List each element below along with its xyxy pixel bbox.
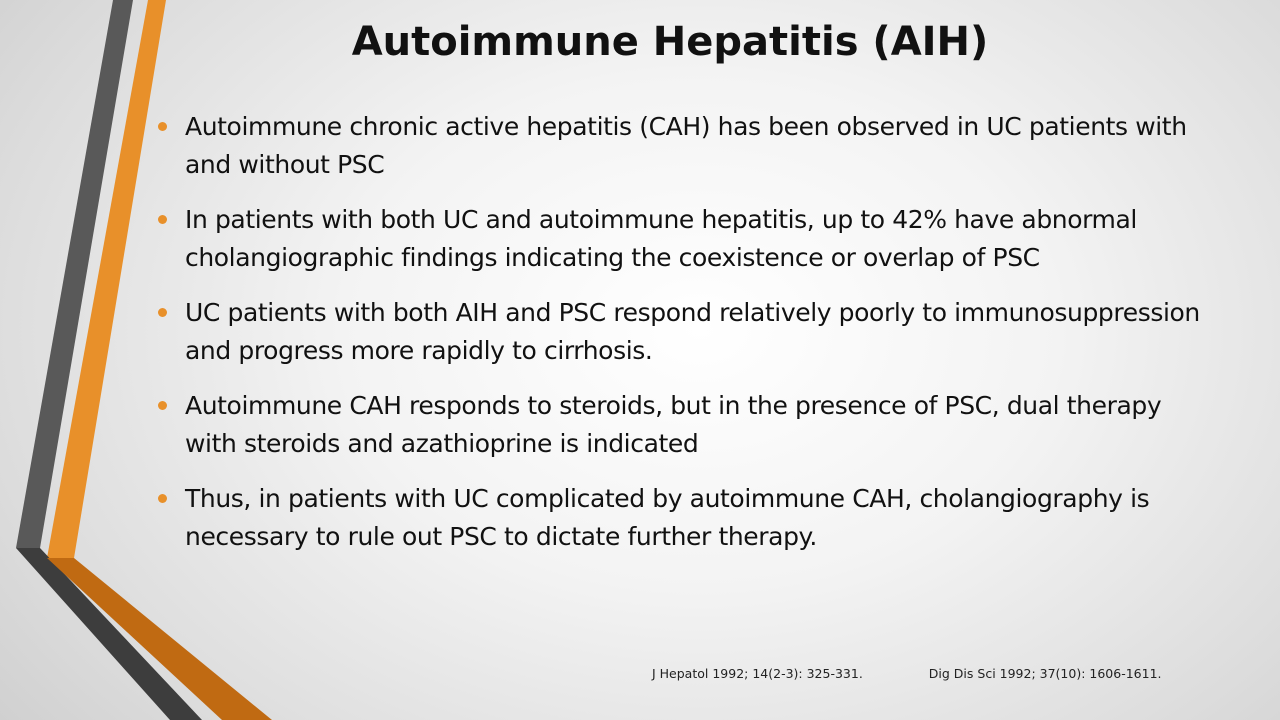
bullet-list [158,108,1218,573]
bullet-item [158,480,1218,555]
reference-1: J Hepatol 1992; 14(2-3): 325-331. [652,666,863,681]
bullet-icon [158,215,167,224]
bullet-icon [158,308,167,317]
reference-2: Dig Dis Sci 1992; 37(10): 1606-1611. [928,666,1162,681]
bullet-icon [158,401,167,410]
bullet-item [158,201,1218,276]
slide-title: Autoimmune Hepatitis (AIH) [351,19,989,65]
bullet-item [158,108,1218,183]
bullet-text: Thus, in patients with UC complicated by autoimmune CAH, cholangiography is necessary to rule out PSC to dictate further therapy. [185,484,1150,551]
bullet-icon [158,122,167,131]
references [652,666,1162,681]
bullet-text: Autoimmune chronic active hepatitis (CAH) has been observed in UC patients with and without PSC [185,112,1187,179]
bullet-text: Autoimmune CAH responds to steroids, but in the presence of PSC, dual therapy with steroids and azathioprine is indicated [185,391,1162,458]
bullet-text: In patients with both UC and autoimmune hepatitis, up to 42% have abnormal cholangiographic findings indicating the coexistence or overlap of PSC [185,205,1137,272]
bullet-text: UC patients with both AIH and PSC respond relatively poorly to immunosuppression and progress more rapidly to cirrhosis. [185,298,1200,365]
bullet-item [158,387,1218,462]
gray-stripe-lower [16,548,202,720]
bullet-icon [158,494,167,503]
bullet-item [158,294,1218,369]
